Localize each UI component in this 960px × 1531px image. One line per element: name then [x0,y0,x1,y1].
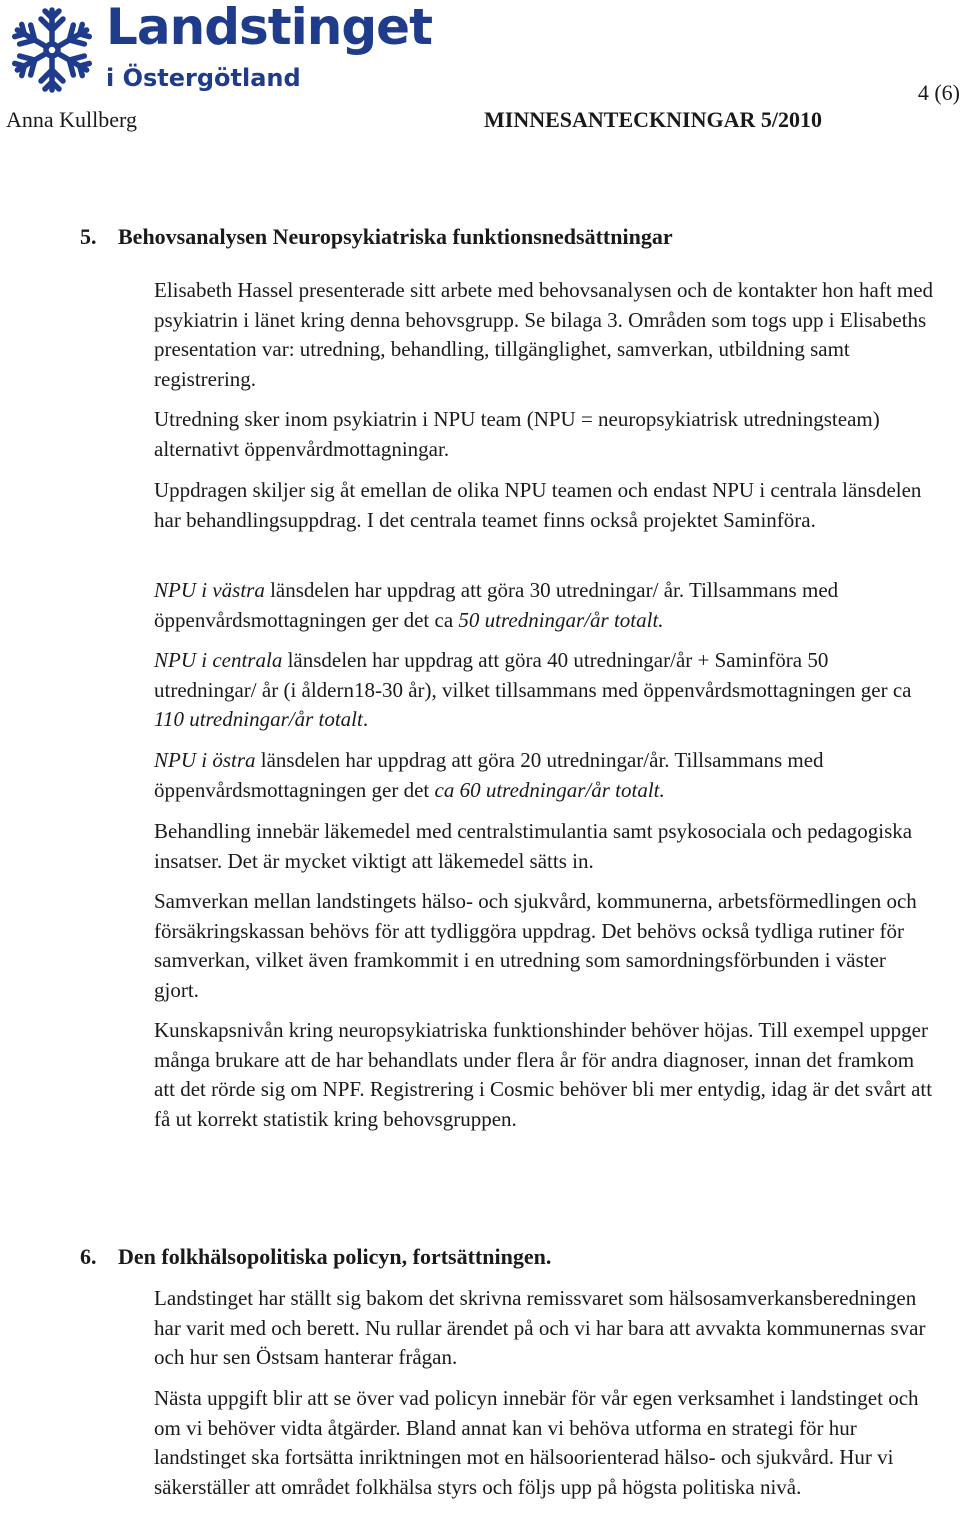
section-number: 6. [80,1244,97,1269]
text-run: Behandling innebär läkemedel med centralstimulantia samt psykosociala och pedagogiska insatser. Det är mycket viktigt att läkemedel sätts in. [154,819,913,873]
text-run: . [362,707,369,731]
text-run: Utredning sker inom psykiatrin i NPU team (NPU = neuropsykiatrisk utredningsteam) alternativt öppenvårdmottagningar. [154,407,880,461]
page-number: 4 (6) [917,80,960,105]
italic-text: NPU i västra [154,578,265,602]
italic-text: ca 60 utredningar/år totalt. [434,777,665,802]
section-title: Den folkhälsopolitiska policyn, fortsättningen. [118,1244,552,1269]
paragraph [154,405,934,464]
paragraph [154,476,934,535]
paragraph [154,576,934,635]
text-run: Uppdragen skiljer sig åt emellan de olika NPU teamen och endast NPU i centrala länsdelen har behandlingsuppdrag. I det centrala teamet finns också projektet Saminföra. [154,478,922,532]
italic-text: NPU i centrala [154,648,283,672]
logo-title: Landstinget [106,0,432,56]
paragraph [154,1016,934,1134]
section-number: 5. [80,224,97,249]
landstinget-logo [6,0,432,96]
paragraph [154,746,934,805]
text-run: Elisabeth Hassel presenterade sitt arbete med behovsanalysen och de kontakter hon haft med psykiatrin i länet kring denna behovsgrupp. Se bilaga 3. Områden som togs upp i Elisabeths presentation var: utredning, behandling, tillgänglighet, samverkan, utbildning samt registrering. [154,278,934,391]
author-name: Anna Kullberg [6,107,137,132]
italic-text: NPU i östra [154,748,256,772]
paragraph [154,646,934,735]
italic-text: 110 utredningar/år totalt [154,707,363,731]
paragraph [154,817,934,876]
section-heading [80,224,673,250]
section-heading [80,1244,551,1270]
section-title: Behovsanalysen Neuropsykiatriska funktionsnedsättningar [118,224,673,249]
text-run: länsdelen har uppdrag att göra 40 utredningar/år + Saminföra 50 utredningar/ år (i åldern18-30 år), vilket tillsammans med öppenvårdsmottagningen ger ca [154,648,912,702]
paragraph [154,1384,934,1502]
text-run: länsdelen har uppdrag att göra 30 utredningar/ år. Tillsammans med öppenvårdsmottagningen ger det ca [154,578,839,632]
text-run: Samverkan mellan landstingets hälso- och sjukvård, kommunerna, arbetsförmedlingen och försäkringskassan behövs för att tydliggöra uppdrag. Det behövs också tydliga rutiner för samverkan, vilket även framkommit i en utredning som samordningsförbunden i väster gjort. [154,889,917,1002]
italic-text: 50 utredningar/år totalt. [458,607,664,632]
logo-subtitle: i Östergötland [106,64,301,92]
text-run: Landstinget har ställt sig bakom det skrivna remissvaret som hälsosamverkansberedningen har varit med och berett. Nu rullar ärendet på och vi har bara att avvakta kommunernas svar och hur sen Östsam hanterar frågan. [154,1286,926,1369]
text-run: Nästa uppgift blir att se över vad policyn innebär för vår egen verksamhet i landstinget och om vi behöver vidta åtgärder. Bland annat kan vi behöva utforma en strategi för hur landstinget ska fortsätta inriktningen mot en hälsoorienterad hälso- och sjukvård. Hur vi säkerställer att området folkhälsa styrs och följs upp på högsta politiska nivå. [154,1386,919,1499]
paragraph [154,276,934,394]
text-run: länsdelen har uppdrag att göra 20 utredningar/år. Tillsammans med öppenvårdsmottagningen ger det [154,748,824,802]
paragraph [154,1284,934,1373]
document-title: MINNESANTECKNINGAR 5/2010 [484,107,822,132]
text-run: Kunskapsnivån kring neuropsykiatriska funktionshinder behöver höjas. Till exempel uppger många brukare att de har behandlats under flera år för andra diagnoser, innan det framkom att det rörde sig om NPF. Registrering i Cosmic behöver bli mer entydig, idag är det svårt att få ut korrekt statistik kring behovsgruppen. [154,1018,933,1131]
snowflake-emblem-icon [6,4,98,96]
paragraph [154,887,934,1005]
